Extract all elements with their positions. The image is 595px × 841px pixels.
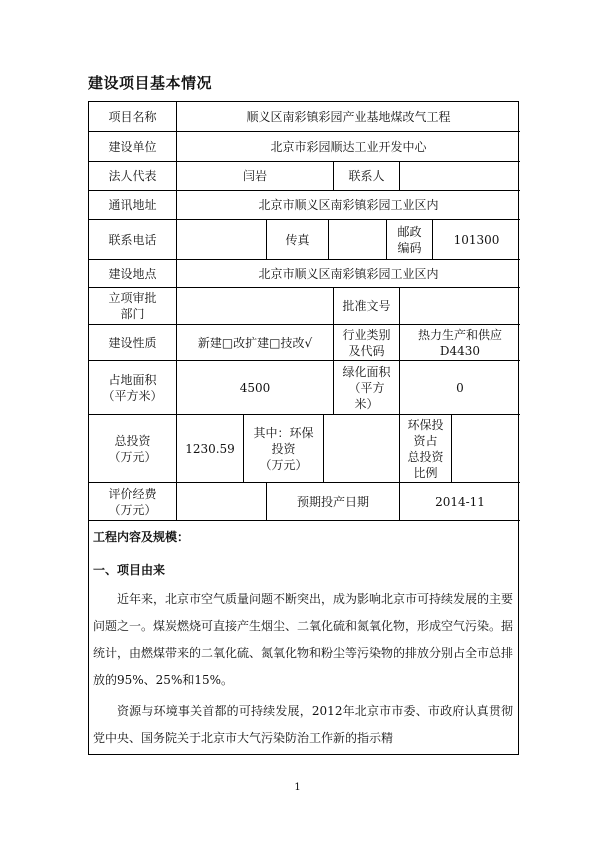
green-area-label: 绿化面积 （平方 米）: [334, 361, 400, 415]
approval-dept-label: 立项审批 部门: [89, 288, 177, 325]
nature-value: 新建□改扩建□技改√: [177, 325, 334, 361]
contact-label: 联系人: [334, 162, 400, 191]
eval-fee-value: [177, 483, 267, 521]
contact-value: [400, 162, 520, 191]
start-date-value: 2014-11: [400, 483, 520, 521]
env-invest-label: 其中：环保 投资 （万元）: [244, 415, 324, 483]
env-ratio-value: [452, 415, 520, 483]
industry-value: 热力生产和供应 D4430: [400, 325, 520, 361]
area-value: 4500: [177, 361, 334, 415]
project-name-value: 顺义区南彩镇彩园产业基地煤改气工程: [177, 102, 520, 132]
phone-value: [177, 220, 267, 260]
page-number: 1: [294, 782, 301, 793]
unit-label: 建设单位: [89, 132, 177, 162]
address-value: 北京市顺义区南彩镇彩园工业区内: [177, 191, 520, 220]
paragraph-2: 资源与环境事关首都的可持续发展，2012年北京市市委、市政府认真贯彻党中央、国务院关于北京市大气污染防治工作新的指示精: [93, 704, 513, 745]
fax-label: 传真: [267, 220, 329, 260]
project-info-table: [88, 101, 519, 755]
section-project-origin: 一、项目由来: [93, 563, 166, 577]
approval-no-label: 批准文号: [334, 288, 400, 325]
unit-value: 北京市彩园顺达工业开发中心: [177, 132, 520, 162]
env-invest-value: [324, 415, 400, 483]
eval-fee-label: 评价经费 （万元）: [89, 483, 177, 521]
fax-value: [329, 220, 387, 260]
industry-label: 行业类别 及代码: [334, 325, 400, 361]
approval-no-value: [400, 288, 520, 325]
legal-rep-label: 法人代表: [89, 162, 177, 191]
env-ratio-label: 环保投 资占 总投资 比例: [400, 415, 452, 483]
start-date-label: 预期投产日期: [267, 483, 400, 521]
area-label: 占地面积 （平方米）: [89, 361, 177, 415]
invest-label: 总投资 （万元）: [89, 415, 177, 483]
address-label: 通讯地址: [89, 191, 177, 220]
postcode-value: 101300: [433, 220, 520, 260]
invest-value: 1230.59: [177, 415, 244, 483]
green-area-value: 0: [400, 361, 520, 415]
legal-rep-value: 闫岩: [177, 162, 334, 191]
site-value: 北京市顺义区南彩镇彩园工业区内: [177, 260, 520, 288]
paragraph-1: 近年来，北京市空气质量问题不断突出，成为影响北京市可持续发展的主要问题之一。煤炭燃烧可直接产生烟尘、二氧化硫和氮氧化物，形成空气污染。据统计，由燃煤带来的二氧化硫、氮氧化物和粉尘等污染物的排放分别占全市总排放的95%、25%和15%。: [93, 592, 514, 687]
page-title: 建设项目基本情况: [88, 74, 213, 92]
content-heading: 工程内容及规模：: [93, 530, 190, 544]
site-label: 建设地点: [89, 260, 177, 288]
nature-label: 建设性质: [89, 325, 177, 361]
approval-dept-value: [177, 288, 334, 325]
phone-label: 联系电话: [89, 220, 177, 260]
project-name-label: 项目名称: [89, 102, 177, 132]
postcode-label: 邮政 编码: [387, 220, 433, 260]
